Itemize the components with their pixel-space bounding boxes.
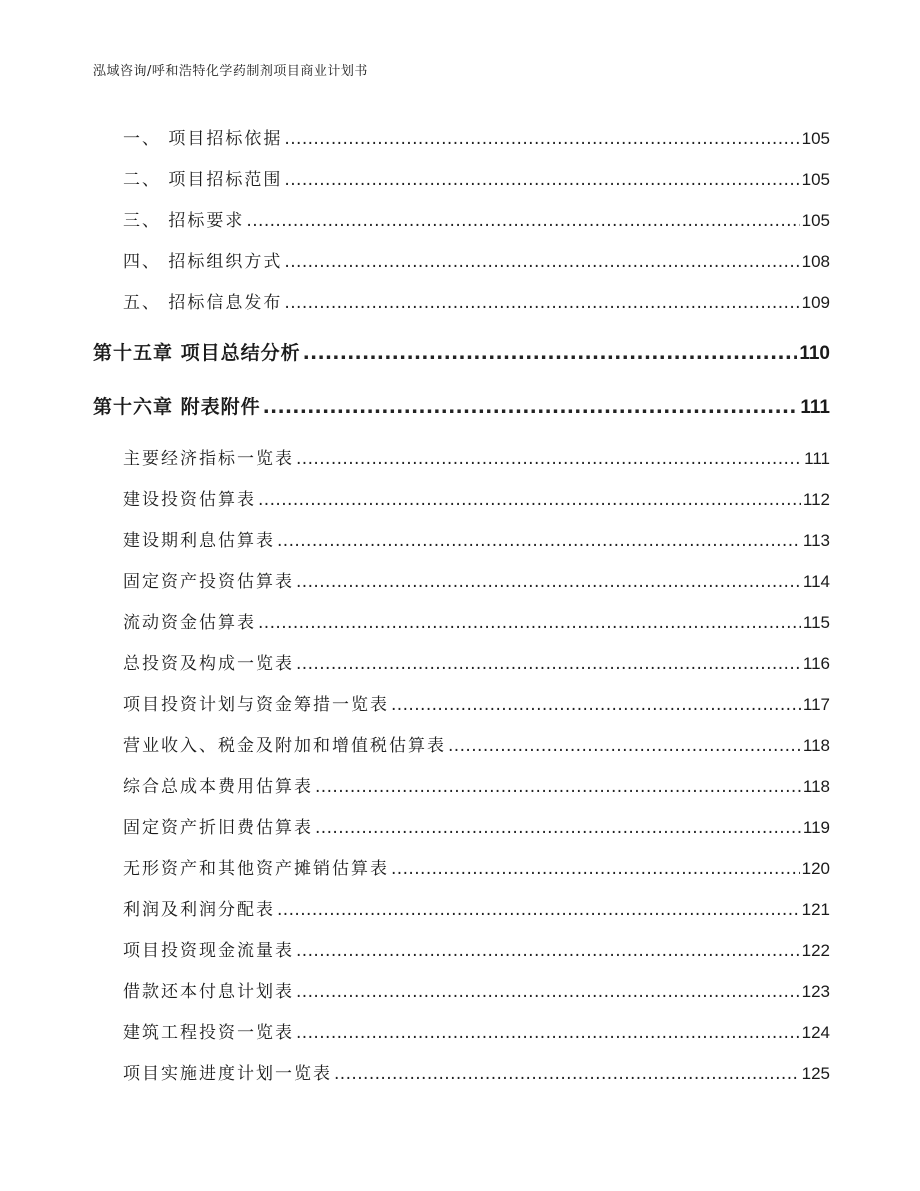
toc-entry-page: 119	[802, 818, 830, 837]
toc-entry[interactable]	[123, 526, 830, 551]
toc-entry-label: 主要经济指标一览表	[123, 449, 294, 469]
toc-entry-page: 111	[804, 449, 830, 468]
toc-entry[interactable]	[123, 124, 830, 149]
dot-leader	[258, 613, 801, 633]
toc-entry-label: 建设投资估算表	[123, 490, 256, 510]
dot-leader	[391, 859, 800, 879]
toc-entry[interactable]	[123, 649, 830, 674]
toc-entry-page: 108	[801, 252, 830, 271]
toc-entry-label: 五、 招标信息发布	[123, 293, 283, 313]
toc-entry-label: 营业收入、税金及附加和增值税估算表	[123, 736, 446, 756]
toc-entry-label: 总投资及构成一览表	[123, 654, 294, 674]
toc-entry[interactable]	[123, 854, 830, 879]
toc-entry-page: 116	[802, 654, 830, 673]
dot-leader	[296, 982, 800, 1002]
toc-entry-page: 117	[802, 695, 830, 714]
toc-entry-page: 124	[801, 1023, 830, 1042]
dot-leader	[334, 1064, 800, 1084]
toc-entry-page: 105	[801, 170, 830, 189]
toc-entry-label: 项目投资计划与资金筹措一览表	[123, 695, 389, 715]
toc-chapter-entry[interactable]	[93, 392, 830, 419]
toc-entry[interactable]	[123, 936, 830, 961]
dot-leader	[284, 293, 799, 313]
toc-entry-label: 无形资产和其他资产摊销估算表	[123, 859, 389, 879]
running-header: 泓域咨询/呼和浩特化学药制剂项目商业计划书	[93, 64, 368, 79]
toc-entry-label: 项目投资现金流量表	[123, 941, 294, 961]
toc-entry[interactable]	[123, 1018, 830, 1043]
toc-chapter-label: 第十六章 附表附件	[93, 396, 261, 418]
dot-leader	[284, 252, 799, 272]
toc-entry[interactable]	[123, 444, 830, 469]
toc-entry[interactable]	[123, 895, 830, 920]
dot-leader	[391, 695, 801, 715]
toc-chapter-label: 第十五章 项目总结分析	[93, 342, 301, 364]
toc-entry[interactable]	[123, 772, 830, 797]
toc-entry-label: 利润及利润分配表	[123, 900, 275, 920]
toc-entry[interactable]	[123, 247, 830, 272]
toc-entry-page: 109	[801, 293, 830, 312]
toc-entry-page: 105	[801, 129, 830, 148]
toc-entry-page: 122	[801, 941, 830, 960]
toc-chapter-page: 111	[800, 397, 830, 418]
toc-entry[interactable]	[123, 206, 830, 231]
toc-entry-page: 118	[802, 777, 830, 796]
toc-entry-label: 四、 招标组织方式	[123, 252, 283, 272]
dot-leader	[315, 818, 801, 838]
toc-entry[interactable]	[123, 977, 830, 1002]
toc-entry[interactable]	[123, 608, 830, 633]
toc-entry-label: 借款还本付息计划表	[123, 982, 294, 1002]
toc-entry[interactable]	[123, 567, 830, 592]
toc-entry-label: 固定资产折旧费估算表	[123, 818, 313, 838]
toc-entry-label: 一、 项目招标依据	[123, 129, 283, 149]
toc-entry-page: 121	[801, 900, 830, 919]
toc-entry-label: 固定资产投资估算表	[123, 572, 294, 592]
dot-leader	[315, 777, 801, 797]
dot-leader	[296, 654, 801, 674]
toc-entry-label: 三、 招标要求	[123, 211, 245, 231]
toc-chapter-page: 110	[799, 343, 830, 364]
toc-entry[interactable]	[123, 485, 830, 510]
dot-leader	[448, 736, 801, 756]
dot-leader	[277, 531, 801, 551]
toc-entry-page: 125	[801, 1064, 830, 1083]
toc-entry[interactable]	[123, 1059, 830, 1084]
dot-leader	[284, 170, 799, 190]
dot-leader	[246, 211, 799, 231]
toc-entry-label: 建筑工程投资一览表	[123, 1023, 294, 1043]
toc-entry-page: 120	[801, 859, 830, 878]
toc-entry[interactable]	[123, 813, 830, 838]
toc-chapter-entry[interactable]	[93, 338, 830, 365]
toc-entry-label: 流动资金估算表	[123, 613, 256, 633]
dot-leader	[284, 129, 799, 149]
toc-entry[interactable]	[123, 165, 830, 190]
toc-entry-page: 115	[802, 613, 830, 632]
dot-leader	[296, 572, 801, 592]
toc-entry-page: 123	[801, 982, 830, 1001]
toc-entry-label: 综合总成本费用估算表	[123, 777, 313, 797]
toc-entry[interactable]	[123, 288, 830, 313]
toc-entry-page: 118	[802, 736, 830, 755]
dot-leader	[258, 490, 801, 510]
toc-entry-label: 二、 项目招标范围	[123, 170, 283, 190]
toc-entry-label: 建设期利息估算表	[123, 531, 275, 551]
dot-leader	[303, 342, 798, 364]
toc-entry-page: 113	[802, 531, 830, 550]
toc-entry-page: 112	[802, 490, 830, 509]
toc-entry-page: 114	[802, 572, 830, 591]
toc-entry[interactable]	[123, 690, 830, 715]
dot-leader	[277, 900, 800, 920]
toc-entry-label: 项目实施进度计划一览表	[123, 1064, 332, 1084]
toc-entry[interactable]	[123, 731, 830, 756]
dot-leader	[296, 1023, 800, 1043]
dot-leader	[296, 449, 802, 469]
dot-leader	[296, 941, 800, 961]
toc-entry-page: 105	[801, 211, 830, 230]
dot-leader	[263, 396, 799, 418]
